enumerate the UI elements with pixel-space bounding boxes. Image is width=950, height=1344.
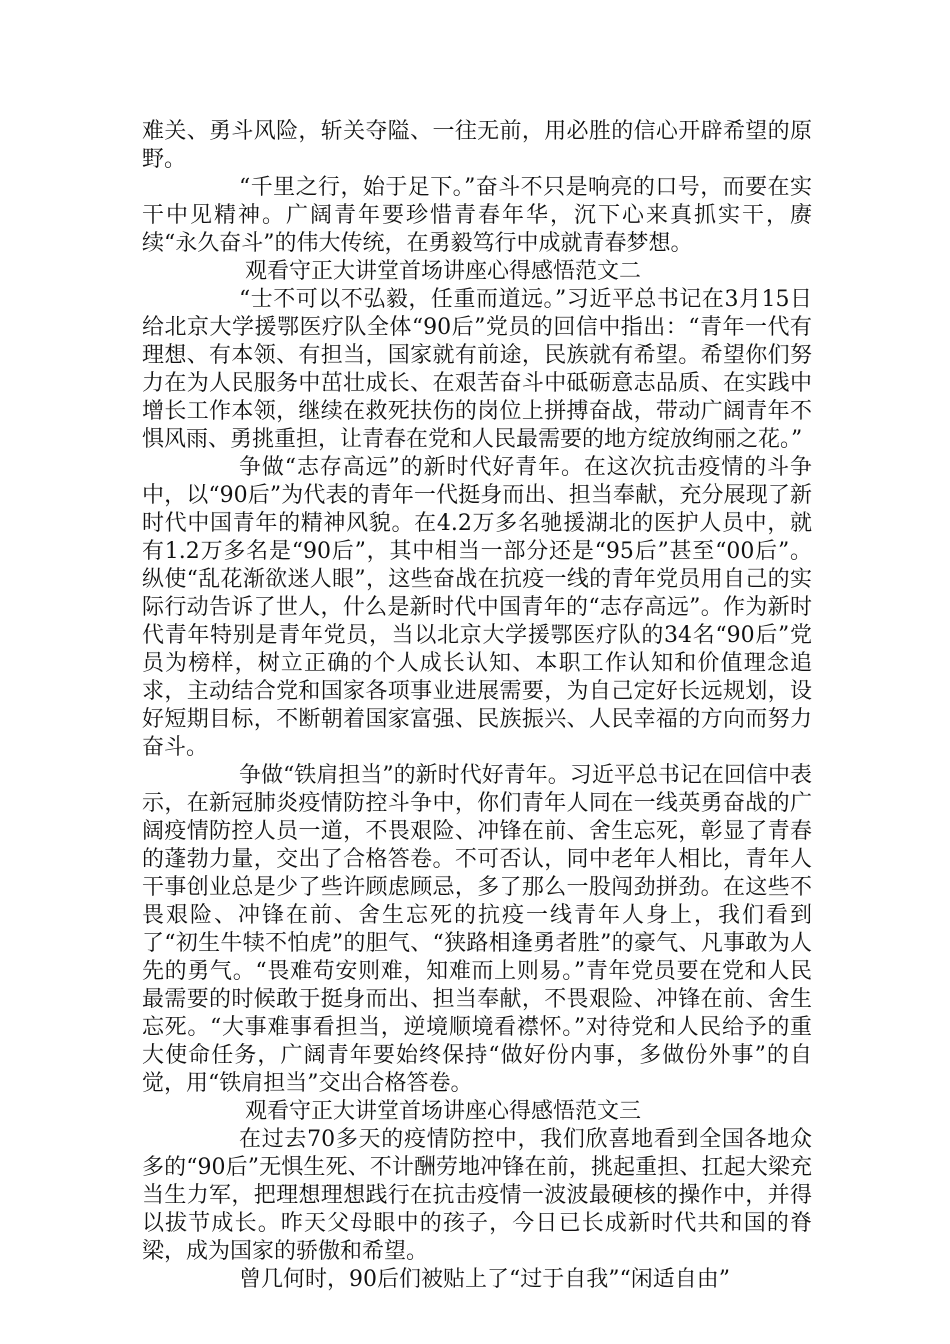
- paragraph: “千里之行，始于足下。”奋斗不只是响亮的口号，而要在实干中见精神。广阔青年要珍惜青春年华，沉下心来真抓实干，赓续“永久奋斗”的伟大传统，在勇毅笃行中成就青春梦想。: [142, 175, 812, 256]
- section-heading: 观看守正大讲堂首场讲座心得感悟范文二: [245, 259, 642, 284]
- paragraph: 争做“铁肩担当”的新时代好青年。习近平总书记在回信中表示，在新冠肺炎疫情防控斗争中，你们青年人同在一线英勇奋战的广阔疫情防控人员一道，不畏艰险、冲锋在前、舍生忘死，彰显了青春的蓬勃力量，交出了合格答卷。不可否认，同中老年人相比，青年人干事创业总是少了些许顾虑顾忌，多了那么一股闯劲拼劲。在这些不畏艰险、冲锋在前、舍生忘死的抗疫一线青年人身上，我们看到了“初生牛犊不怕虎”的胆气、“狭路相逢勇者胜”的豪气、凡事敢为人先的勇气。“畏难苟安则难，知难而上则易。”青年党员要在党和人民最需要的时候敢于挺身而出、担当奉献，不畏艰险、冲锋在前、舍生忘死。“大事难事看担当，逆境顺境看襟怀。”对待党和人民给予的重大使命任务，广阔青年要始终保持“做好份内事，多做份外事”的自觉，用“铁肩担当”交出合格答卷。: [142, 763, 812, 1096]
- paragraph: “士不可以不弘毅，任重而道远。”习近平总书记在3月15日给北京大学援鄂医疗队全体“90后”党员的回信中指出：“青年一代有理想、有本领、有担当，国家就有前途，民族就有希望。希望你们努力在为人民服务中茁壮成长、在艰苦奋斗中砥砺意志品质、在实践中增长工作本领，继续在救死扶伤的岗位上拼搏奋战，带动广阔青年不惧风雨、勇挑重担，让青春在党和人民最需要的地方绽放绚丽之花。”: [142, 287, 812, 452]
- paragraph: 曾几何时，90后们被贴上了“过于自我”“闲适自由”: [239, 1267, 730, 1292]
- document-body: [142, 118, 812, 1294]
- paragraph: 在过去70多天的疫情防控中，我们欣喜地看到全国各地众多的“90后”无惧生死、不计酬劳地冲锋在前，挑起重担、扛起大梁充当生力军，把理想理想践行在抗击疫情一波波最硬核的操作中，并得以拔节成长。昨天父母眼中的孩子，今日已长成新时代共和国的脊梁，成为国家的骄傲和希望。: [142, 1127, 812, 1264]
- section-heading: 观看守正大讲堂首场讲座心得感悟范文三: [245, 1099, 642, 1124]
- paragraph: 争做“志存高远”的新时代好青年。在这次抗击疫情的斗争中，以“90后”为代表的青年一代挺身而出、担当奉献，充分展现了新时代中国青年的精神风貌。在4.2万多名驰援湖北的医护人员中，就有1.2万多名是“90后”，其中相当一部分还是“95后”甚至“00后”。纵使“乱花渐欲迷人眼”，这些奋战在抗疫一线的青年党员用自己的实际行动告诉了世人，什么是新时代中国青年的“志存高远”。作为新时代青年特别是青年党员，当以北京大学援鄂医疗队的34名“90后”党员为榜样，树立正确的个人成长认知、本职工作认知和价值理念追求，主动结合党和国家各项事业进展需要，为自己定好长远规划，设好短期目标，不断朝着国家富强、民族振兴、人民幸福的方向而努力奋斗。: [142, 455, 813, 760]
- paragraph-continued: 难关、勇斗风险，斩关夺隘、一往无前，用必胜的信心开辟希望的原野。: [142, 119, 812, 172]
